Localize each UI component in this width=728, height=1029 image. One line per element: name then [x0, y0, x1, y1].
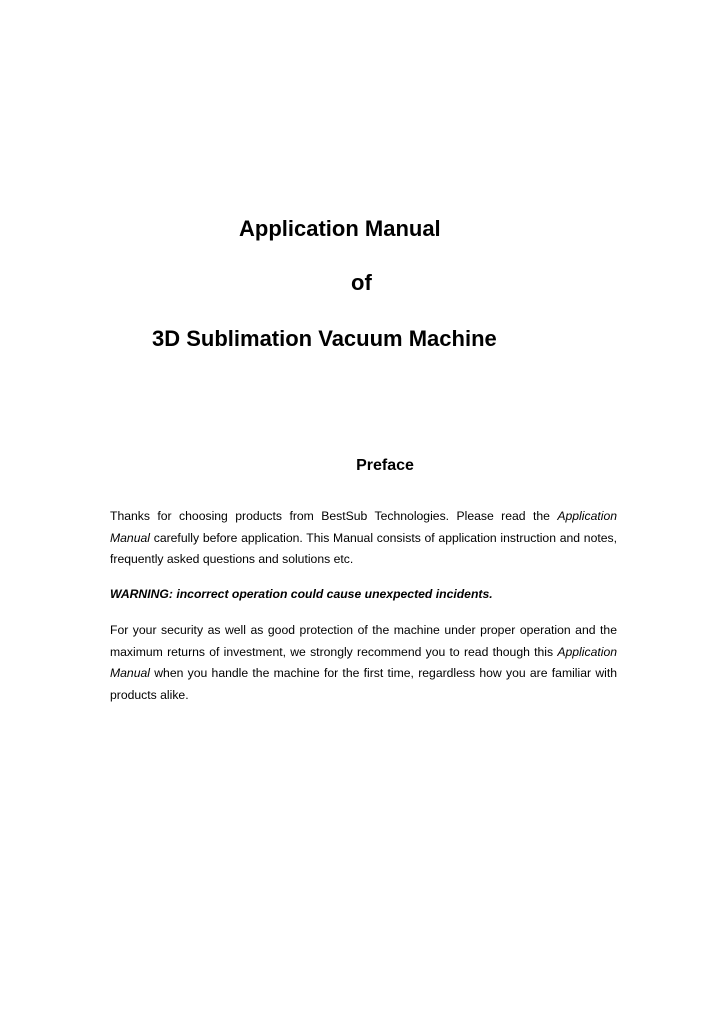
- title-line-1: Application Manual: [239, 216, 441, 241]
- paragraph-recommendation: [110, 620, 617, 706]
- title-line-2: of: [351, 270, 372, 295]
- paragraph-intro-text-2: carefully before application. This Manual consists of application instruction and notes, frequently asked questions and solutions etc.: [110, 530, 617, 567]
- preface-label: Preface: [356, 457, 414, 474]
- title-line-3: 3D Sublimation Vacuum Machine: [152, 326, 497, 351]
- paragraph-recommendation-text-2: when you handle the machine for the first time, regardless how you are familiar with products alike.: [110, 666, 617, 702]
- paragraph-recommendation-text-1: For your security as well as good protection of the machine under proper operation and the maximum returns of investment, we strongly recommend you to read though this: [110, 623, 617, 659]
- paragraph-recommendation-italic: Application Manual: [110, 644, 617, 681]
- paragraph-intro-text-1: Thanks for choosing products from BestSub Technologies. Please read the: [110, 509, 558, 523]
- section-heading-preface: [0, 456, 728, 476]
- paragraph-intro-italic: Application Manual: [110, 509, 617, 545]
- paragraph-intro: [110, 506, 617, 571]
- warning-text: WARNING: incorrect operation could cause unexpected incidents.: [110, 587, 493, 601]
